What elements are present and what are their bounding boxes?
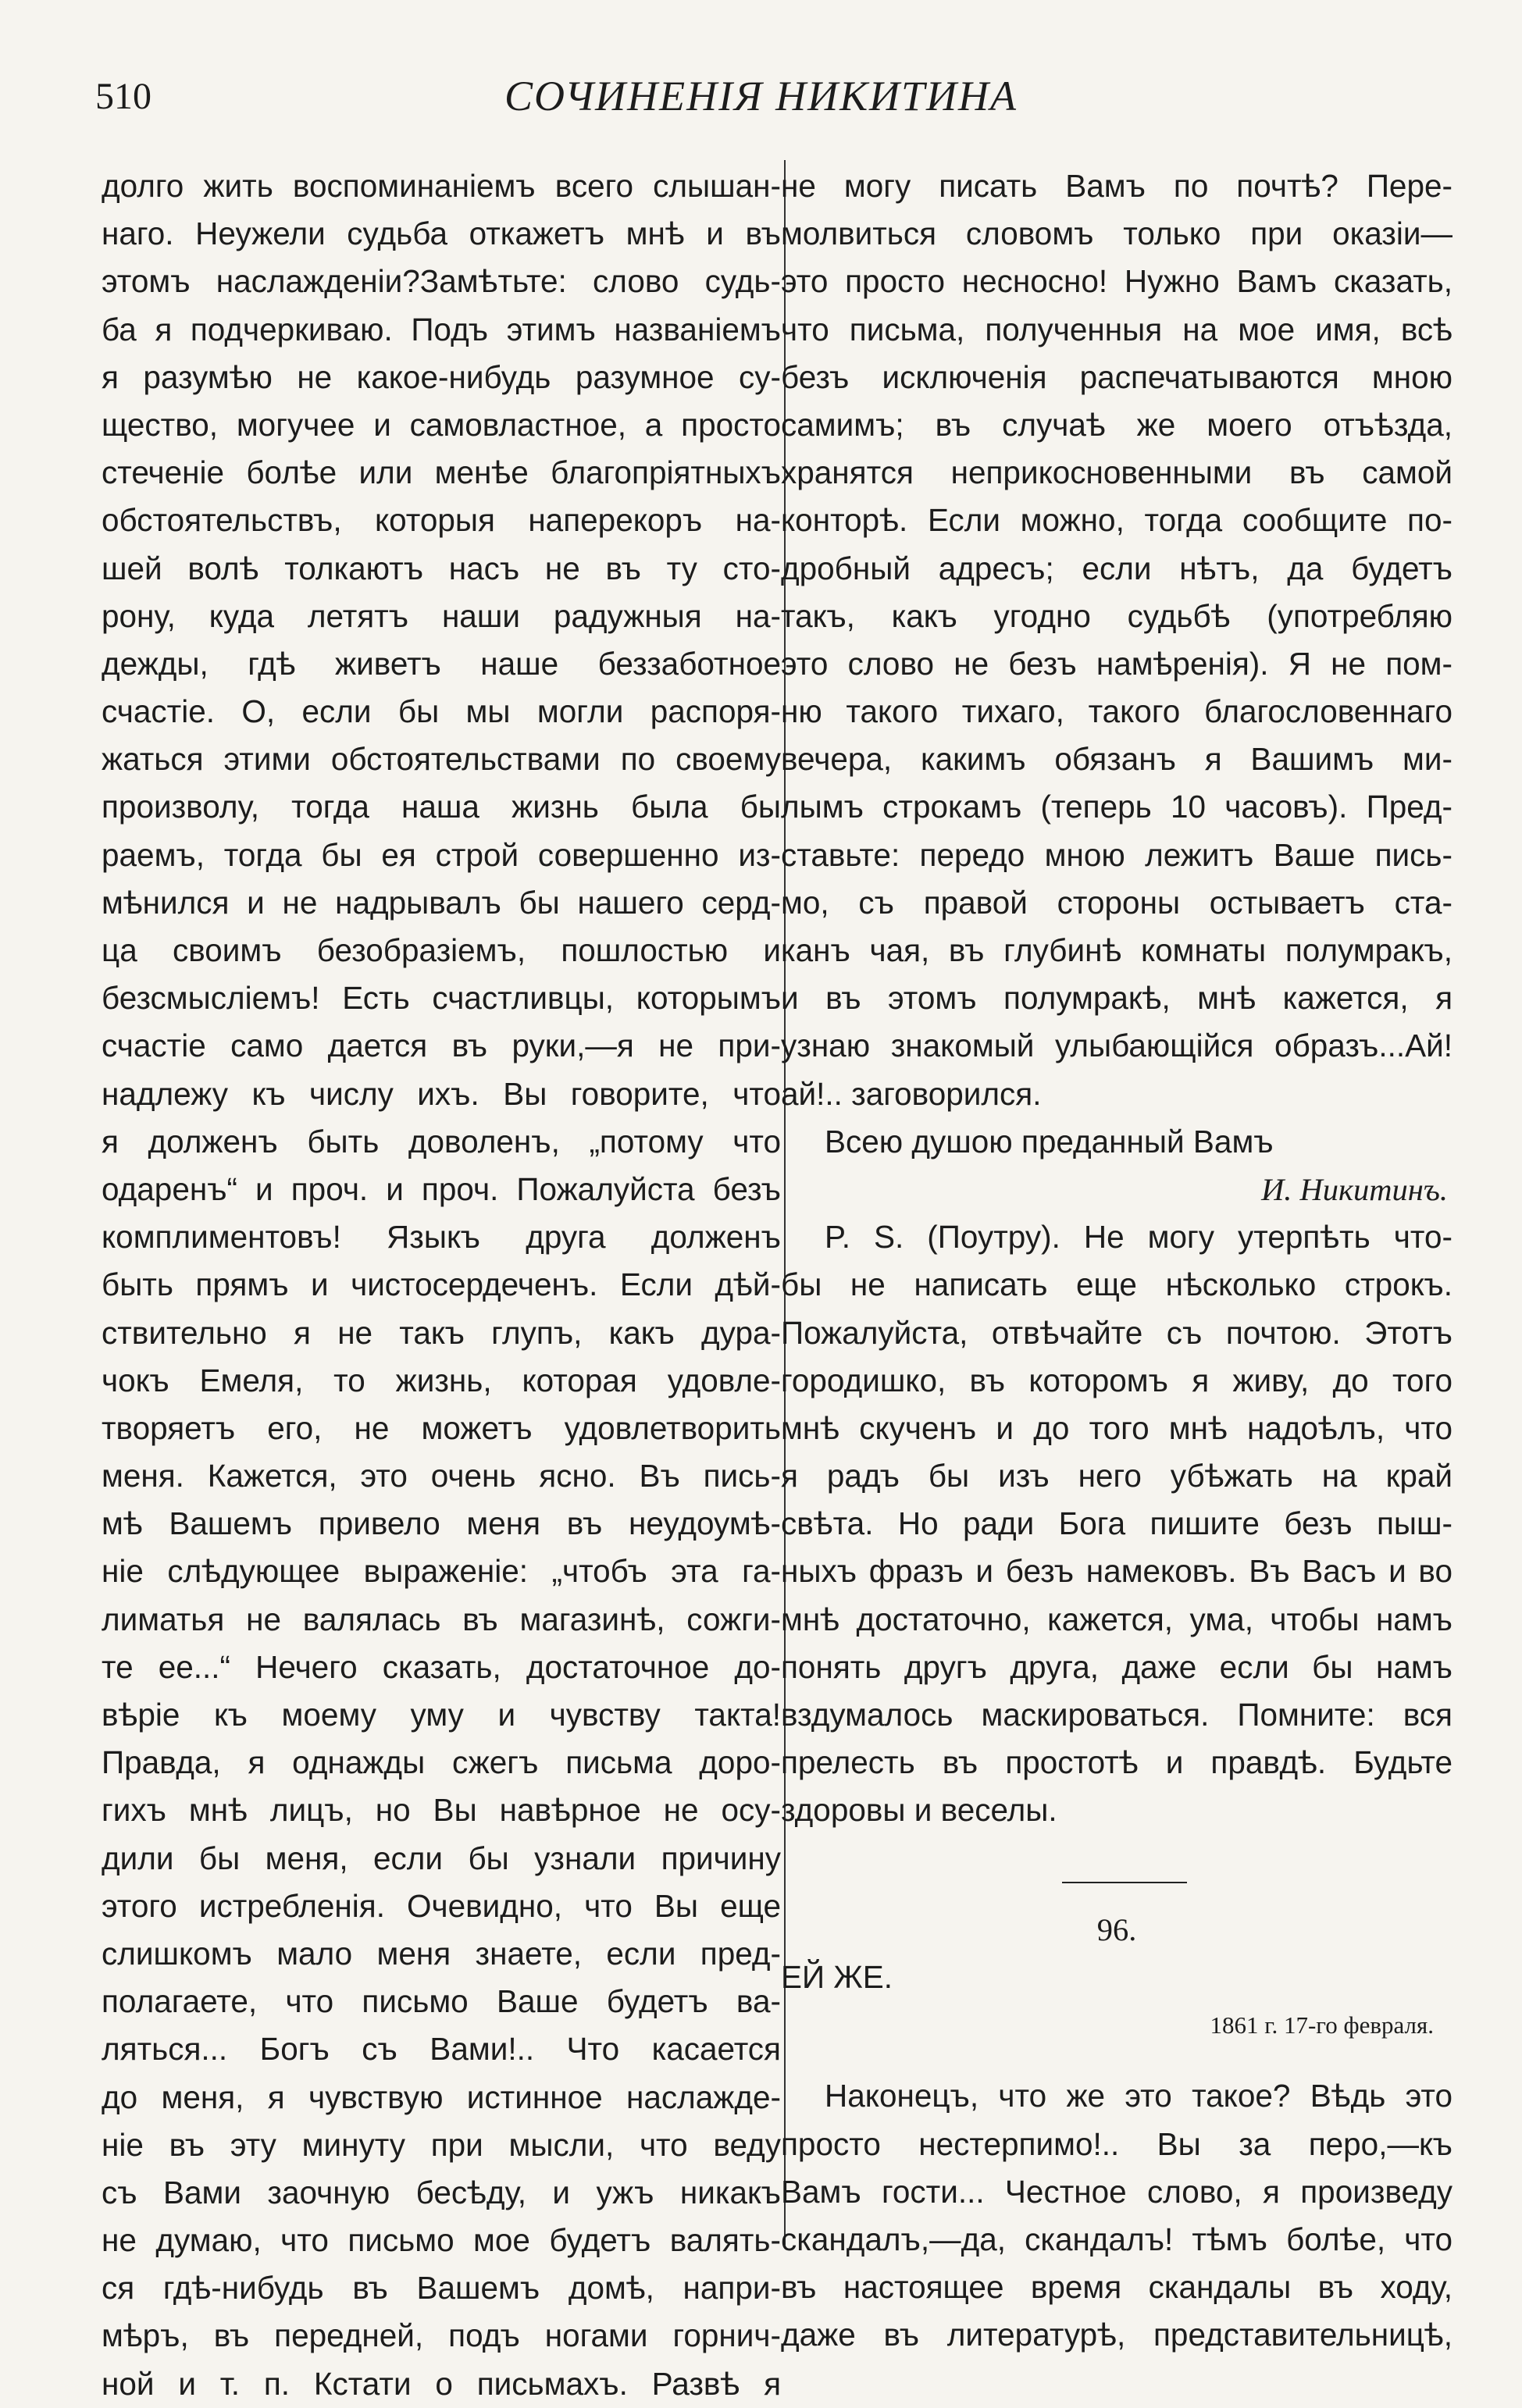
text-line: счастіе. О, если бы мы могли распоря-	[102, 693, 781, 730]
letter-signoff: Всею душою преданный Вамъ	[825, 1123, 1274, 1159]
text-line: городишко, въ которомъ я живу, до того	[781, 1362, 1452, 1398]
text-line: ствительно я не такъ глупъ, какъ дура-	[102, 1314, 781, 1351]
text-line: произволу, тогда наша жизнь была бы	[102, 789, 781, 825]
text-line: обстоятельствъ, которыя наперекоръ на-	[102, 502, 781, 539]
text-line: ца своимъ безобразіемъ, пошлостью и	[102, 932, 781, 968]
text-line: ся гдѣ-нибудь въ Вашемъ домѣ, напри-	[102, 2270, 781, 2306]
text-line: слишкомъ мало меня знаете, если пред-	[102, 1935, 781, 1972]
section-separator	[781, 1858, 1452, 1906]
text-line: мнѣ достаточно, кажется, ума, чтобы намъ	[781, 1601, 1452, 1637]
text-line: мѣръ, въ передней, подъ ногами горнич-	[102, 2317, 781, 2354]
running-title: СОЧИНЕНІЯ НИКИТИНА	[504, 73, 1018, 119]
spacer	[781, 2049, 1452, 2072]
separator-rule	[1062, 1882, 1187, 1883]
text-line: безъ исключенія распечатываются мною	[781, 358, 1452, 395]
text-line: творяетъ его, не можетъ удовлетворить	[102, 1409, 781, 1446]
text-line: лиматья не валялась въ магазинѣ, сожги-	[102, 1601, 781, 1637]
page-number: 510	[95, 76, 151, 117]
text-line: лымъ строкамъ (теперь 10 часовъ). Пред-	[781, 789, 1452, 825]
text-line: ба я подчеркиваю. Подъ этимъ названіемъ	[102, 311, 781, 347]
text-line: одаренъ“ и проч. и проч. Пожалуйста безъ	[102, 1170, 781, 1207]
text-line: ныхъ фразъ и безъ намековъ. Въ Васъ и во	[781, 1553, 1452, 1590]
next-letter-body	[781, 2072, 1452, 2359]
text-line: ной и т. п. Кстати о письмахъ. Развѣ я	[102, 2365, 781, 2402]
text-line: этомъ наслажденіи?Замѣтьте: слово судь-	[102, 263, 781, 300]
text-line: самимъ; въ случаѣ же моего отъѣзда,	[781, 406, 1452, 443]
text-line: дили бы меня, если бы узнали причину	[102, 1840, 781, 1876]
text-line: дежды, гдѣ живетъ наше беззаботное	[102, 645, 781, 682]
text-line: те ее...“ Нечего сказать, достаточное до-	[102, 1648, 781, 1685]
text-line: свѣта. Но ради Бога пишите безъ пыш-	[781, 1505, 1452, 1542]
letter-signature: И. Никитинъ.	[1261, 1171, 1448, 1207]
letter-addressee: ЕЙ ЖЕ.	[781, 1958, 893, 1995]
text-line: быть прямъ и чистосердеченъ. Если дѣй-	[102, 1266, 781, 1303]
text-line: вѣріе къ моему уму и чувству такта!	[102, 1697, 781, 1733]
text-line: этого истребленія. Очевидно, что Вы еще	[102, 1887, 781, 1924]
text-line: ніе въ эту минуту при мысли, что веду	[102, 2126, 781, 2163]
text-line: здоровы и веселы.	[781, 1792, 1057, 1829]
text-line: чокъ Емеля, то жизнь, которая удовле-	[102, 1362, 781, 1398]
text-line: безсмысліемъ! Есть счастливцы, которымъ	[102, 980, 781, 1017]
text-line: мнѣ скученъ и до того мнѣ надоѣлъ, что	[781, 1409, 1452, 1446]
text-line: съ Вами заочную бесѣду, и ужъ никакъ	[102, 2174, 781, 2210]
text-line: молвиться словомъ только при оказіи—	[781, 216, 1452, 252]
text-line: стеченіе болѣе или менѣе благопріятныхъ	[102, 454, 781, 491]
text-line: мѣ Вашемъ привело меня въ неудоумѣ-	[102, 1505, 781, 1542]
text-line: канъ чая, въ глубинѣ комнаты полумракъ,	[781, 932, 1452, 968]
text-line: скандалъ,—да, скандалъ! тѣмъ болѣе, что	[781, 2221, 1452, 2257]
text-line: ай!.. заговорился.	[781, 1075, 1042, 1112]
text-line: ню такого тихаго, такого благословеннаго	[781, 693, 1452, 730]
text-line: мѣнился и не надрывалъ бы нашего серд-	[102, 884, 781, 921]
text-line: щество, могучее и самовластное, а просто	[102, 406, 781, 443]
text-line: Пожалуйста, отвѣчайте съ почтою. Этотъ	[781, 1314, 1452, 1351]
text-line: узнаю знакомый улыбающійся образъ...Ай!	[781, 1028, 1452, 1064]
text-line: Правда, я однажды сжегъ письма доро-	[102, 1744, 781, 1781]
text-line: гихъ мнѣ лицъ, но Вы навѣрное не осу-	[102, 1792, 781, 1829]
text-line: я разумѣю не какое-нибудь разумное су-	[102, 358, 781, 395]
text-line: дробный адресъ; если нѣтъ, да будетъ	[781, 550, 1452, 586]
text-line: я долженъ быть доволенъ, „потому что	[102, 1123, 781, 1159]
text-line: рону, куда летятъ наши радужныя на-	[102, 597, 781, 634]
text-line: шей волѣ толкаютъ насъ не въ ту сто-	[102, 550, 781, 586]
postscript	[781, 1213, 1452, 1834]
text-line: наго. Неужели судьба откажетъ мнѣ и въ	[102, 216, 781, 252]
right-column	[781, 162, 1452, 2359]
text-line: не думаю, что письмо мое будетъ валять-	[102, 2222, 781, 2259]
text-line: вечера, какимъ обязанъ я Вашимъ ми-	[781, 741, 1452, 778]
text-line: прелесть въ простотѣ и правдѣ. Будьте	[781, 1744, 1452, 1781]
letter-date: 1861 г. 17-го февраля.	[1210, 2011, 1434, 2039]
letter-number: 96.	[1096, 1911, 1137, 1947]
text-line: долго жить воспоминаніемъ всего слышан-	[102, 168, 781, 204]
text-line: надлежу къ числу ихъ. Вы говорите, что	[102, 1075, 781, 1112]
text-line: P. S. (Поутру). Не могу утерпѣть что-	[825, 1219, 1452, 1256]
text-line: это слово не безъ намѣренія). Я не пом-	[781, 645, 1452, 682]
text-line: не могу писать Вамъ по почтѣ? Пере-	[781, 168, 1452, 204]
text-line: Вамъ гости... Честное слово, я произведу	[781, 2173, 1452, 2210]
text-line: мо, съ правой стороны остываетъ ста-	[781, 884, 1452, 921]
text-line: раемъ, тогда бы ея строй совершенно из-	[102, 836, 781, 873]
page-header	[0, 0, 1522, 172]
text-line: такъ, какъ угодно судьбѣ (употребляю	[781, 597, 1452, 634]
text-line: даже въ литературѣ, представительницѣ,	[781, 2317, 1452, 2353]
letter-body	[781, 162, 1452, 1118]
text-line: Наконецъ, что же это такое? Вѣдь это	[825, 2078, 1452, 2114]
text-line: жаться этими обстоятельствами по своему	[102, 741, 781, 778]
text-line: и въ этомъ полумракѣ, мнѣ кажется, я	[781, 980, 1452, 1017]
text-line: до меня, я чувствую истинное наслажде-	[102, 2079, 781, 2115]
text-line: въ настоящее время скандалы въ ходу,	[781, 2269, 1452, 2306]
text-line: ставьте: передо мною лежитъ Ваше пись-	[781, 836, 1452, 873]
left-column	[102, 162, 781, 2408]
text-line: понять другъ друга, даже если бы намъ	[781, 1648, 1452, 1685]
text-line: конторѣ. Если можно, тогда сообщите по-	[781, 502, 1452, 539]
text-line: вздумалось маскироваться. Помните: вся	[781, 1697, 1452, 1733]
text-line: меня. Кажется, это очень ясно. Въ пись-	[102, 1458, 781, 1494]
text-line: что письма, полученныя на мое имя, всѣ	[781, 311, 1452, 347]
text-line: просто нестерпимо!.. Вы за перо,—къ	[781, 2125, 1452, 2162]
text-line: счастіе само дается въ руки,—я не при-	[102, 1028, 781, 1064]
text-line: ляться... Богъ съ Вами!.. Что касается	[102, 2031, 781, 2068]
spacer	[781, 1835, 1452, 1858]
text-line: я радъ бы изъ него убѣжать на край	[781, 1458, 1452, 1494]
text-line: хранятся неприкосновенными въ самой	[781, 454, 1452, 491]
text-line: ніе слѣдующее выраженіе: „чтобъ эта га-	[102, 1553, 781, 1590]
text-line: это просто несносно! Нужно Вамъ сказать,	[781, 263, 1452, 300]
text-line: полагаете, что письмо Ваше будетъ ва-	[102, 1983, 781, 2020]
text-line: бы не написать еще нѣсколько строкъ.	[781, 1266, 1452, 1303]
text-line: комплиментовъ! Языкъ друга долженъ	[102, 1219, 781, 1256]
